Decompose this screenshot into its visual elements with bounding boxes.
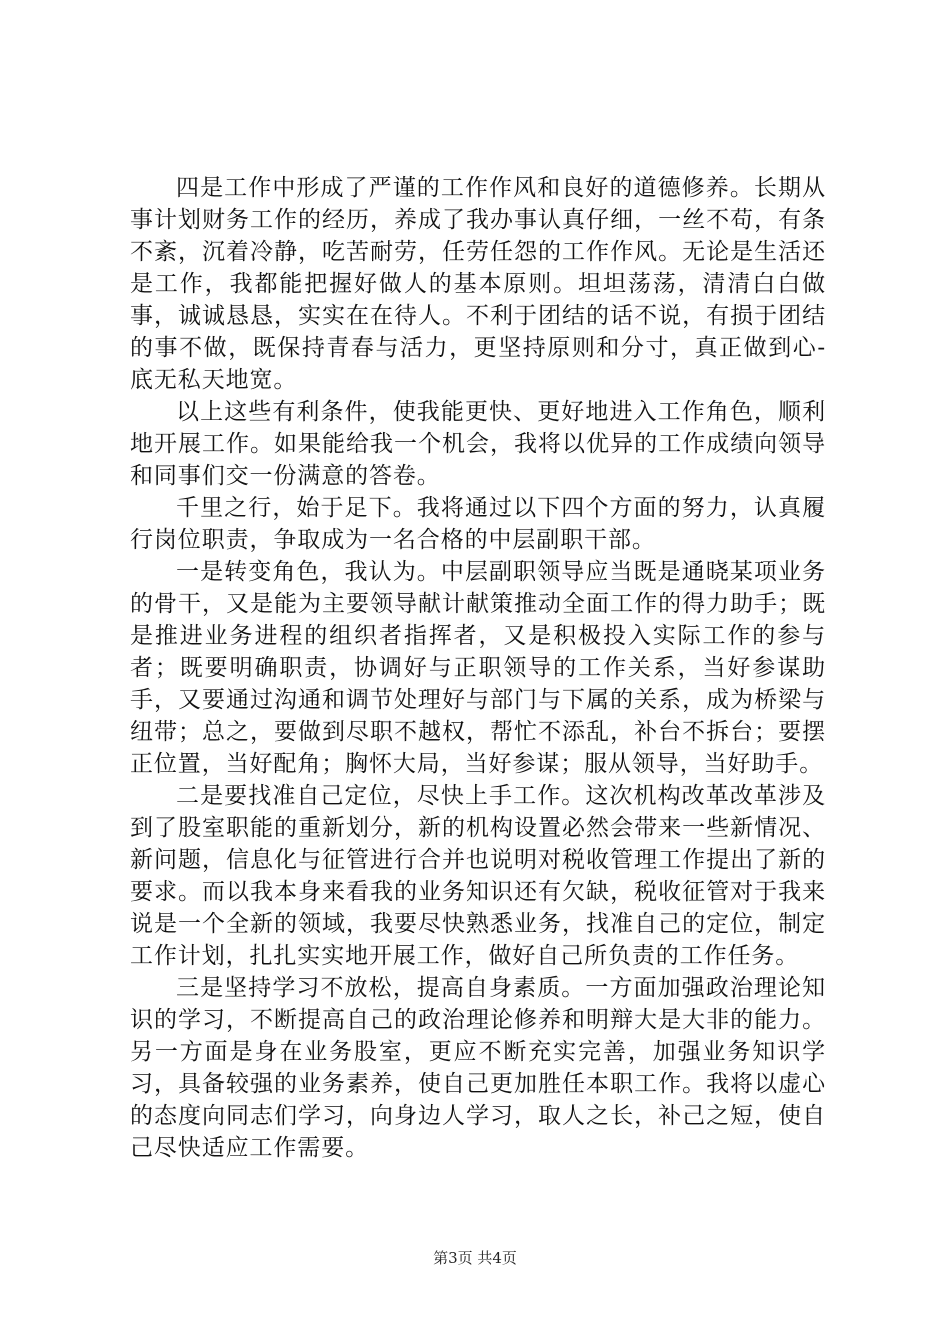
paragraph-4: 一是转变角色，我认为。中层副职领导应当既是通晓某项业务的骨干，又是能为主要领导献计献策推动全面工作的得力助手；既是推进业务进程的组织者指挥者，又是积极投入实际工作的参与者；既要明确职责，协调好与正职领导的工作关系，当好参谋助手，又要通过沟通和调节处理好与部门与下属的关系，成为桥梁与纽带；总之，要做到尽职不越权，帮忙不添乱，补台不拆台；要摆正位置，当好配角；胸怀大局，当好参谋；服从领导，当好助手。 [130,559,826,777]
paragraph-6: 三是坚持学习不放松，提高自身素质。一方面加强政治理论知识的学习，不断提高自己的政治理论修养和明辩大是大非的能力。另一方面是身在业务股室，更应不断充实完善，加强业务知识学习，具备较强的业务素养，使自己更加胜任本职工作。我将以虚心的态度向同志们学习，向身边人学习，取人之长，补己之短，使自己尽快适应工作需要。 [130,975,826,1161]
page-footer: 第3页 共4页 [433,1249,517,1267]
paragraph-1: 四是工作中形成了严谨的工作作风和良好的道德修养。长期从事计划财务工作的经历，养成了我办事认真仔细，一丝不苟，有条不紊，沉着冷静，吃苦耐劳，任劳任怨的工作作风。无论是生活还是工作，我都能把握好做人的基本原则。坦坦荡荡，清清白白做事，诚诚恳恳，实实在在待人。不利于团结的话不说，有损于团结的事不做，既保持青春与活力，更坚持原则和分寸，真正做到心-底无私天地宽。 [130,175,826,393]
document-body [130,172,826,1164]
paragraph-3: 千里之行，始于足下。我将通过以下四个方面的努力，认真履行岗位职责，争取成为一名合格的中层副职干部。 [130,495,826,553]
paragraph-2: 以上这些有利条件，使我能更快、更好地进入工作角色，顺利地开展工作。如果能给我一个机会，我将以优异的工作成绩向领导和同事们交一份满意的答卷。 [130,399,826,489]
paragraph-5: 二是要找准自己定位，尽快上手工作。这次机构改革改革涉及到了股室职能的重新划分，新的机构设置必然会带来一些新情况、新问题，信息化与征管进行合并也说明对税收管理工作提出了新的要求。而以我本身来看我的业务知识还有欠缺，税收征管对于我来说是一个全新的领域，我要尽快熟悉业务，找准自己的定位，制定工作计划，扎扎实实地开展工作，做好自己所负责的工作任务。 [130,783,826,969]
